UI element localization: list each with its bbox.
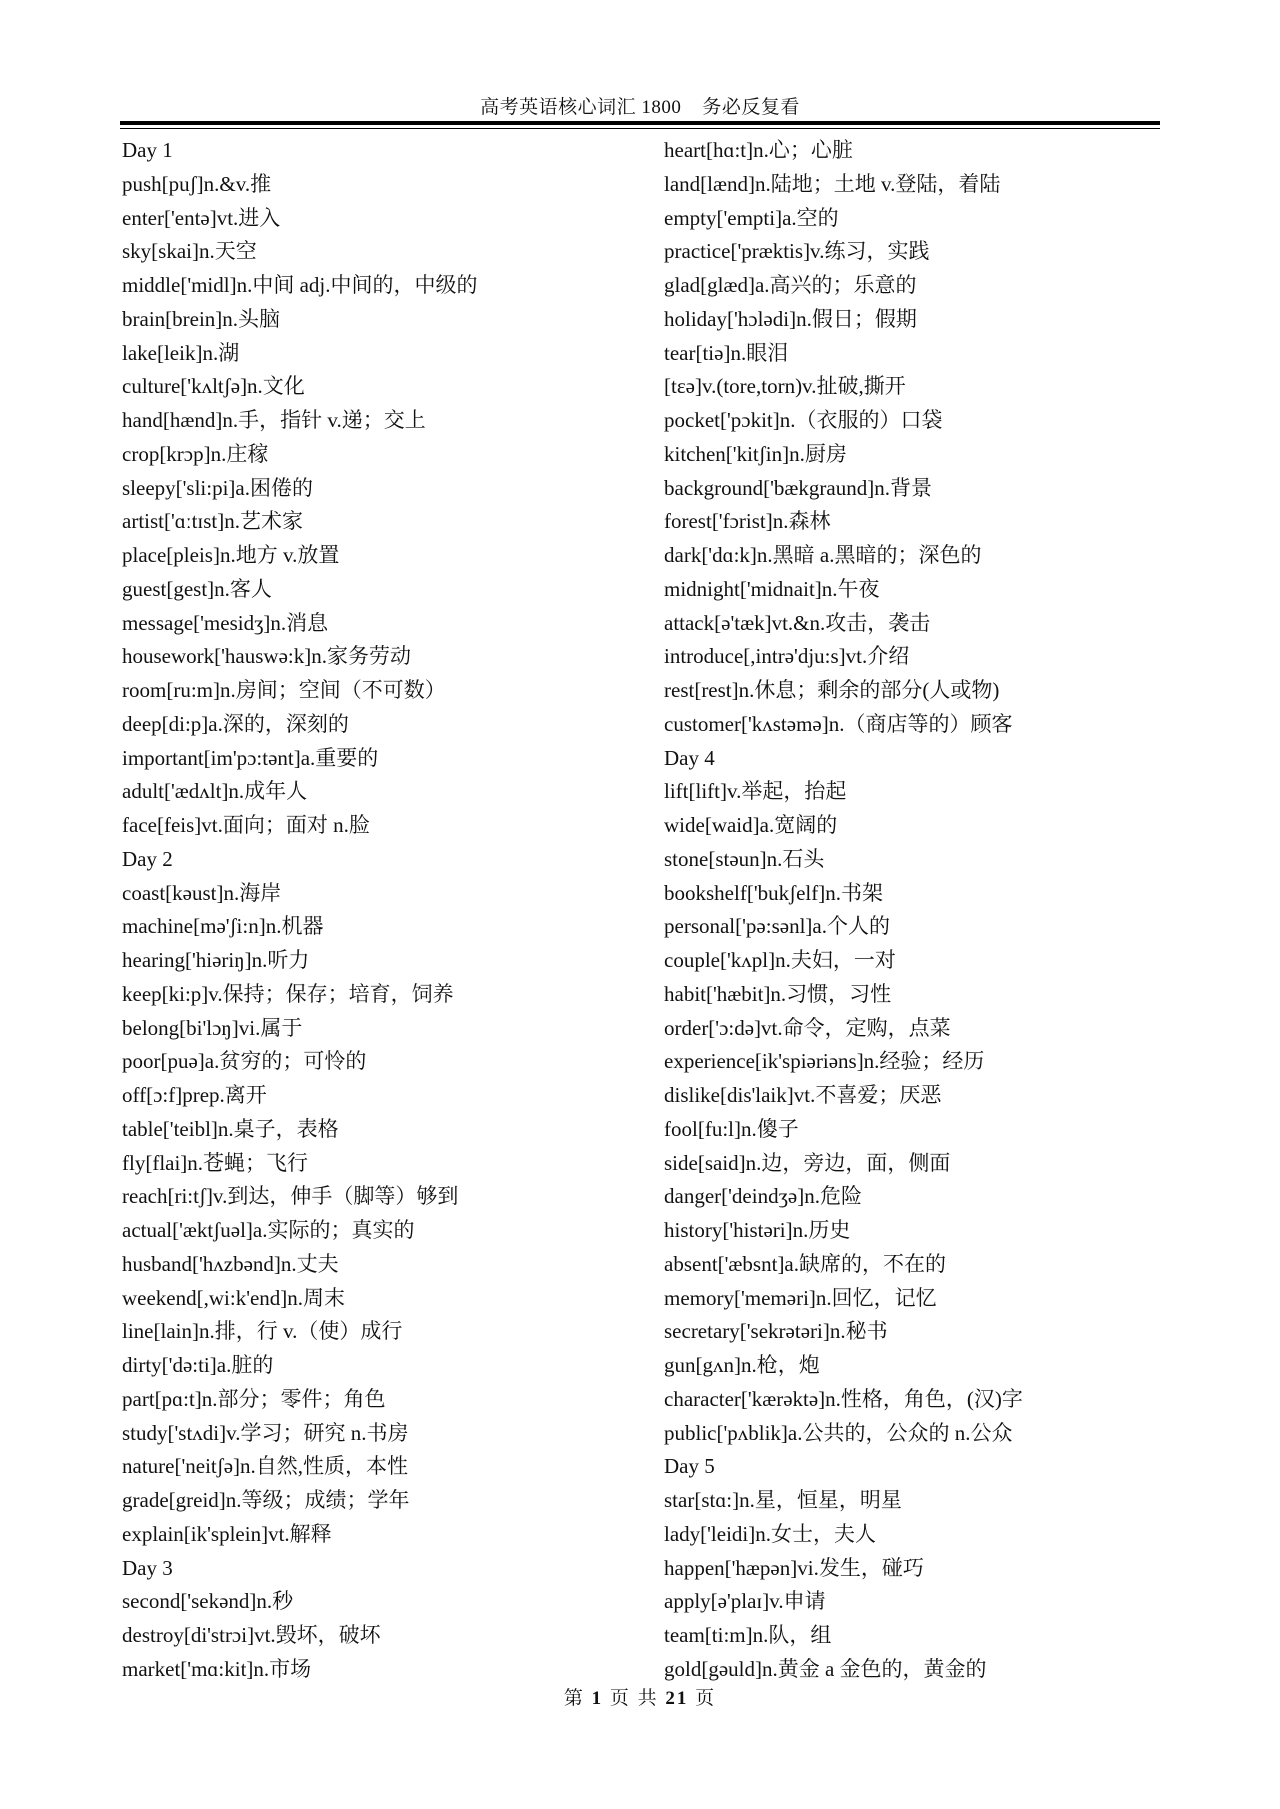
- vocab-entry: artist['ɑːtɪst]n.艺术家: [122, 509, 304, 534]
- vocab-entry: push[puʃ]n.&v.推: [122, 171, 272, 196]
- vocab-entry: background['bækgraund]n.背景: [664, 475, 932, 500]
- vocab-entry: star[stɑ:]n.星，恒星，明星: [664, 1488, 902, 1512]
- vocab-entry: crop[krɔp]n.庄稼: [122, 441, 269, 466]
- day-heading: Day 4: [664, 745, 715, 770]
- vocab-entry: off[ɔ:f]prep.离开: [122, 1083, 267, 1107]
- vocab-entry: introduce[,intrə'dju:s]vt.介绍: [664, 644, 910, 669]
- vocab-entry: tear[tiə]n.眼泪: [664, 340, 789, 365]
- vocab-entry: fly[flai]n.苍蝇；飞行: [122, 1150, 309, 1175]
- footer-prefix: 第: [563, 1688, 585, 1709]
- vocab-entry: land[lænd]n.陆地；土地 v.登陆，着陆: [664, 171, 1001, 196]
- vocab-entry: lady['leidi]n.女士，夫人: [664, 1521, 876, 1546]
- vocab-entry: pocket['pɔkit]n.（衣服的）口袋: [664, 408, 943, 432]
- vocab-entry: machine[mə'ʃi:n]n.机器: [122, 914, 324, 939]
- vocab-entry: danger['deindʒə]n.危险: [664, 1184, 862, 1209]
- vocab-entry: habit['hæbit]n.习惯，习性: [664, 981, 892, 1006]
- vocab-entry: side[said]n.边，旁边，面，侧面: [664, 1150, 951, 1175]
- vocab-entry: deep[di:p]a.深的，深刻的: [122, 711, 349, 736]
- vocab-entry: apply[ə'plaɪ]v.申请: [664, 1589, 826, 1614]
- vocab-entry: middle['midl]n.中间 adj.中间的，中级的: [122, 273, 478, 297]
- vocab-entry: actual['æktʃuəl]a.实际的；真实的: [122, 1218, 415, 1242]
- footer-page-number: 1: [591, 1688, 604, 1709]
- vocab-entry: table['teibl]n.桌子，表格: [122, 1116, 339, 1141]
- vocab-entry: destroy[di'strɔi]vt.毁坏，破坏: [122, 1623, 381, 1647]
- vocab-entry: sky[skai]n.天空: [122, 239, 257, 264]
- vocab-entry: husband['hʌzbənd]n.丈夫: [122, 1251, 339, 1276]
- vocab-entry: holiday['hɔlədi]n.假日；假期: [664, 306, 917, 331]
- vocab-entry: poor[puə]a.贫穷的；可怜的: [122, 1049, 367, 1074]
- vocab-entry: nature['neitʃə]n.自然,性质，本性: [122, 1454, 409, 1479]
- vocab-entry: lake[leik]n.湖: [122, 340, 240, 365]
- vocab-entry: weekend[,wi:k'end]n.周末: [122, 1285, 346, 1310]
- vocab-entry: experience[ik'spiəriəns]n.经验；经历: [664, 1049, 985, 1074]
- vocab-entry: practice['præktis]v.练习，实践: [664, 239, 930, 264]
- vocab-entry: bookshelf['bukʃelf]n.书架: [664, 880, 883, 905]
- vocab-entry: memory['meməri]n.回忆，记忆: [664, 1285, 937, 1310]
- header-rule-thin: [120, 128, 1160, 129]
- left-column-word-list: [122, 134, 622, 1687]
- vocab-entry: public['pʌblik]a.公共的，公众的 n.公众: [664, 1420, 1013, 1445]
- vocab-entry: heart[hɑ:t]n.心；心脏: [664, 138, 853, 162]
- header-title: 高考英语核心词汇 1800 务必反复看: [480, 97, 800, 118]
- vocab-entry: personal['pə:sənl]a.个人的: [664, 914, 890, 939]
- vocab-entry: attack[ə'tæk]vt.&n.攻击，袭击: [664, 610, 931, 635]
- vocab-entry: midnight['midnait]n.午夜: [664, 576, 880, 601]
- vocab-entry: secretary['sekrətəri]n.秘书: [664, 1319, 888, 1344]
- vocab-entry: lift[lift]v.举起，抬起: [664, 779, 847, 804]
- vocab-entry: place[pleis]n.地方 v.放置: [122, 543, 340, 567]
- vocab-entry: forest['fɔrist]n.森林: [664, 509, 831, 534]
- vocab-entry: enter['entə]vt.进入: [122, 205, 281, 230]
- vocab-entry: sleepy['sli:pi]a.困倦的: [122, 475, 313, 500]
- vocab-entry: market['mɑ:kit]n.市场: [122, 1656, 312, 1681]
- vocab-entry: dirty['də:ti]a.脏的: [122, 1353, 274, 1377]
- footer-total-pages: 21: [665, 1688, 689, 1709]
- vocab-entry: belong[bi'lɔŋ]vi.属于: [122, 1015, 303, 1040]
- right-column-word-list: [664, 134, 1164, 1687]
- vocab-entry: explain[ik'splein]vt.解释: [122, 1521, 332, 1546]
- vocab-entry: fool[fu:l]n.傻子: [664, 1116, 799, 1141]
- day-heading: Day 2: [122, 846, 173, 871]
- vocab-entry: customer['kʌstəmə]n.（商店等的）顾客: [664, 711, 1013, 736]
- vocab-entry: hand[hænd]n.手，指针 v.递；交上: [122, 408, 426, 432]
- footer-suffix: 页: [695, 1688, 717, 1709]
- page-footer: [0, 1683, 1280, 1710]
- vocab-entry: face[feis]vt.面向；面对 n.脸: [122, 813, 370, 837]
- vocab-entry: culture['kʌltʃə]n.文化: [122, 374, 305, 399]
- vocab-entry: adult['ædʌlt]n.成年人: [122, 779, 308, 804]
- footer-middle: 页 共: [609, 1688, 659, 1709]
- vocab-entry: line[lain]n.排，行 v.（使）成行: [122, 1319, 403, 1344]
- vocab-entry: room[ru:m]n.房间；空间（不可数）: [122, 678, 446, 702]
- vocab-entry: grade[greid]n.等级；成绩；学年: [122, 1488, 410, 1512]
- vocab-entry: happen['hæpən]vi.发生，碰巧: [664, 1555, 924, 1580]
- day-heading: Day 1: [122, 138, 173, 162]
- vocab-entry: hearing['hiəriŋ]n.听力: [122, 948, 310, 972]
- vocab-entry: gold[gəuld]n.黄金 a 金色的，黄金的: [664, 1656, 987, 1681]
- vocab-entry: guest[gest]n.客人: [122, 576, 272, 601]
- vocab-entry: [tɛə]v.(tore,torn)v.扯破,撕开: [664, 374, 906, 399]
- vocab-entry: gun[gʌn]n.枪，炮: [664, 1353, 820, 1377]
- page-header: [120, 92, 1160, 119]
- vocab-entry: housework['hauswə:k]n.家务劳动: [122, 644, 411, 669]
- vocab-entry: rest[rest]n.休息；剩余的部分(人或物): [664, 678, 1000, 702]
- vocab-entry: second['sekənd]n.秒: [122, 1589, 294, 1614]
- vocab-entry: team[ti:m]n.队，组: [664, 1623, 832, 1647]
- vocab-entry: brain[brein]n.头脑: [122, 306, 281, 331]
- day-heading: Day 5: [664, 1454, 715, 1479]
- vocab-entry: dark['dɑ:k]n.黑暗 a.黑暗的；深色的: [664, 543, 982, 567]
- vocab-entry: kitchen['kitʃin]n.厨房: [664, 441, 847, 466]
- vocab-entry: empty['empti]a.空的: [664, 205, 839, 230]
- vocab-entry: part[pɑ:t]n.部分；零件；角色: [122, 1386, 386, 1411]
- vocab-entry: stone[stəun]n.石头: [664, 846, 825, 871]
- vocab-entry: couple['kʌpl]n.夫妇，一对: [664, 948, 896, 972]
- vocab-entry: order['ɔ:də]vt.命令，定购，点菜: [664, 1015, 951, 1040]
- header-rule-thick: [120, 121, 1160, 125]
- vocab-entry: important[im'pɔ:tənt]a.重要的: [122, 745, 379, 770]
- vocab-entry: reach[ri:tʃ]v.到达，伸手（脚等）够到: [122, 1184, 459, 1209]
- vocab-entry: message['mesidʒ]n.消息: [122, 610, 329, 635]
- vocab-entry: study['stʌdi]v.学习；研究 n.书房: [122, 1420, 409, 1445]
- vocab-entry: character['kærəktə]n.性格，角色，(汉)字: [664, 1386, 1023, 1411]
- vocab-entry: wide[waid]a.宽阔的: [664, 813, 838, 837]
- vocab-entry: glad[glæd]a.高兴的；乐意的: [664, 273, 917, 297]
- vocab-entry: keep[ki:p]v.保持；保存；培育，饲养: [122, 981, 454, 1006]
- vocab-entry: absent['æbsnt]a.缺席的，不在的: [664, 1251, 947, 1276]
- vocab-entry: history['histəri]n.历史: [664, 1218, 851, 1242]
- vocab-entry: coast[kəust]n.海岸: [122, 880, 282, 905]
- vocab-entry: dislike[dis'laik]vt.不喜爱；厌恶: [664, 1083, 942, 1107]
- day-heading: Day 3: [122, 1555, 173, 1580]
